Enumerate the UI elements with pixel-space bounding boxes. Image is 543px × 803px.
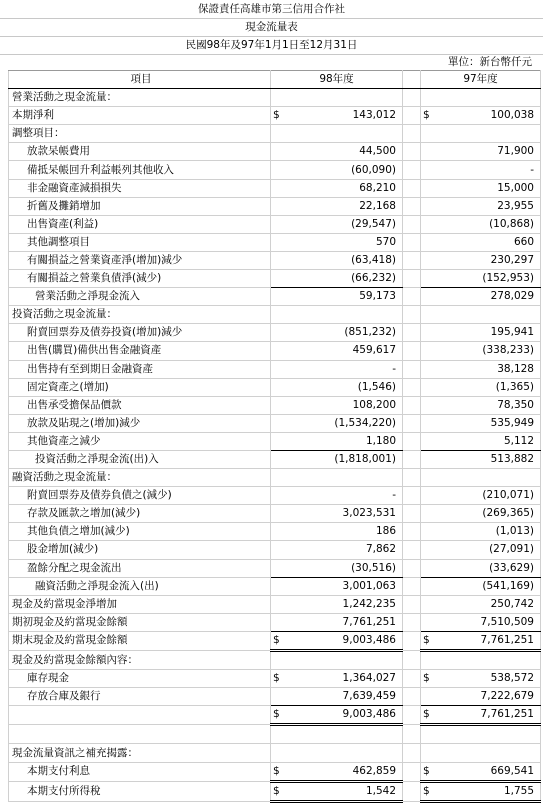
value-98 (287, 744, 403, 762)
row-label: 折舊及攤銷增加 (9, 197, 271, 215)
spacer (403, 215, 421, 233)
table-row (9, 523, 541, 541)
currency-97 (421, 523, 437, 541)
spacer (403, 432, 421, 450)
spacer (403, 595, 421, 613)
table-row (9, 762, 541, 781)
currency-97 (421, 161, 437, 179)
table-row (9, 670, 541, 688)
currency-98 (271, 651, 287, 670)
value-98: 44,500 (287, 143, 403, 161)
currency-97 (421, 651, 437, 670)
spacer (403, 378, 421, 396)
row-label (9, 706, 271, 725)
value-98 (287, 651, 403, 670)
currency-98 (271, 306, 287, 324)
row-label: 出售承受擔保品價款 (9, 396, 271, 414)
row-label: 期初現金及約當現金餘額 (9, 613, 271, 631)
row-label: 出售持有至到期日金融資產 (9, 360, 271, 378)
currency-98 (271, 161, 287, 179)
row-label: 其他調整項目 (9, 233, 271, 251)
table-row (9, 306, 541, 324)
table-row (9, 595, 541, 613)
spacer (403, 505, 421, 523)
value-97: 100,038 (437, 107, 541, 125)
currency-98 (271, 197, 287, 215)
table-row (9, 179, 541, 197)
currency-97 (421, 559, 437, 577)
table-row (9, 781, 541, 801)
currency-98: $ (271, 107, 287, 125)
spacer (403, 360, 421, 378)
spacer (403, 613, 421, 631)
value-98 (287, 725, 403, 744)
column-header-97: 97年度 (421, 71, 541, 89)
value-97: 5,112 (437, 432, 541, 450)
spacer (403, 251, 421, 269)
spacer (403, 143, 421, 161)
value-97: 250,742 (437, 595, 541, 613)
spacer (403, 559, 421, 577)
currency-97: $ (421, 706, 437, 725)
spacer (403, 762, 421, 781)
currency-97 (421, 613, 437, 631)
currency-98 (271, 143, 287, 161)
value-98: 462,859 (287, 762, 403, 781)
table-row (9, 487, 541, 505)
row-label: 現金及約當現金餘額內容： (9, 651, 271, 670)
column-header-98: 98年度 (271, 71, 403, 89)
table-row (9, 125, 541, 143)
table-row (9, 450, 541, 468)
column-header-item: 項目 (9, 71, 271, 89)
spacer (403, 688, 421, 706)
currency-98 (271, 450, 287, 468)
currency-98 (271, 744, 287, 762)
value-97: 660 (437, 233, 541, 251)
value-97: 7,761,251 (437, 706, 541, 725)
currency-98 (271, 342, 287, 360)
value-98: (66,232) (287, 270, 403, 288)
value-98: 3,023,531 (287, 505, 403, 523)
value-98: 7,862 (287, 541, 403, 559)
row-label: 存放合庫及銀行 (9, 688, 271, 706)
spacer (403, 744, 421, 762)
value-98: 1,364,027 (287, 670, 403, 688)
spacer (403, 414, 421, 432)
currency-97: $ (421, 781, 437, 801)
row-label: 有關損益之營業負債淨(減少) (9, 270, 271, 288)
row-label: 存款及匯款之增加(減少) (9, 505, 271, 523)
value-97: (1,365) (437, 378, 541, 396)
table-row (9, 541, 541, 559)
currency-98: $ (271, 631, 287, 650)
currency-98 (271, 688, 287, 706)
table-row (9, 631, 541, 650)
value-97 (437, 469, 541, 487)
spacer (403, 541, 421, 559)
currency-97 (421, 469, 437, 487)
currency-97 (421, 89, 437, 107)
value-97: 71,900 (437, 143, 541, 161)
row-label: 融資活動之淨現金流入(出) (9, 577, 271, 595)
table-row (9, 725, 541, 744)
currency-97: $ (421, 762, 437, 781)
spacer (403, 396, 421, 414)
table-row (9, 288, 541, 306)
value-97: 195,941 (437, 324, 541, 342)
currency-98 (271, 487, 287, 505)
value-97: (541,169) (437, 577, 541, 595)
value-97: 7,222,679 (437, 688, 541, 706)
currency-97: $ (421, 631, 437, 650)
value-98: - (287, 360, 403, 378)
value-98: 1,180 (287, 432, 403, 450)
row-label: 出售資產(利益) (9, 215, 271, 233)
currency-97 (421, 414, 437, 432)
value-97: (152,953) (437, 270, 541, 288)
value-97: 513,882 (437, 450, 541, 468)
table-row (9, 324, 541, 342)
row-label (9, 725, 271, 744)
row-label: 非金融資產減損損失 (9, 179, 271, 197)
cash-flow-table (8, 70, 541, 803)
row-label: 調整項目： (9, 125, 271, 143)
spacer (403, 469, 421, 487)
currency-98 (271, 469, 287, 487)
value-98: 143,012 (287, 107, 403, 125)
currency-97 (421, 378, 437, 396)
value-97: - (437, 161, 541, 179)
currency-97 (421, 505, 437, 523)
currency-97 (421, 233, 437, 251)
value-98 (287, 89, 403, 107)
spacer (403, 197, 421, 215)
value-97 (437, 744, 541, 762)
currency-98 (271, 360, 287, 378)
table-row (9, 744, 541, 762)
row-label: 有關損益之營業資產淨(增加)減少 (9, 251, 271, 269)
value-97: 15,000 (437, 179, 541, 197)
value-97: 7,510,509 (437, 613, 541, 631)
row-label: 附賣回票券及債券負債之(減少) (9, 487, 271, 505)
row-label: 股金增加(減少) (9, 541, 271, 559)
currency-98 (271, 324, 287, 342)
value-97 (437, 651, 541, 670)
row-label: 放款呆帳費用 (9, 143, 271, 161)
currency-98 (271, 270, 287, 288)
spacer (403, 577, 421, 595)
currency-97 (421, 324, 437, 342)
value-98: 9,003,486 (287, 631, 403, 650)
value-98: 108,200 (287, 396, 403, 414)
table-row (9, 378, 541, 396)
value-98 (287, 469, 403, 487)
spacer (403, 306, 421, 324)
value-98: 59,173 (287, 288, 403, 306)
value-97: 7,761,251 (437, 631, 541, 650)
value-97 (437, 125, 541, 143)
currency-97 (421, 744, 437, 762)
statement-period: 民國98年及97年1月1日至12月31日 (0, 36, 543, 55)
currency-97 (421, 197, 437, 215)
value-98: 3,001,063 (287, 577, 403, 595)
table-row (9, 270, 541, 288)
table-row (9, 161, 541, 179)
spacer (403, 523, 421, 541)
spacer (403, 179, 421, 197)
table-row (9, 89, 541, 107)
currency-98 (271, 288, 287, 306)
spacer (403, 781, 421, 801)
value-97: (338,233) (437, 342, 541, 360)
currency-98: $ (271, 670, 287, 688)
statement-title: 現金流量表 (0, 18, 543, 37)
currency-98 (271, 396, 287, 414)
table-row (9, 396, 541, 414)
value-97: (269,365) (437, 505, 541, 523)
currency-98: $ (271, 781, 287, 801)
row-label: 其他負債之增加(減少) (9, 523, 271, 541)
currency-98 (271, 725, 287, 744)
currency-97: $ (421, 107, 437, 125)
value-97: (210,071) (437, 487, 541, 505)
spacer (403, 670, 421, 688)
currency-98 (271, 577, 287, 595)
row-label: 融資活動之現金流量： (9, 469, 271, 487)
value-98: 68,210 (287, 179, 403, 197)
table-row (9, 414, 541, 432)
currency-97 (421, 143, 437, 161)
row-label: 投資活動之現金流量： (9, 306, 271, 324)
value-97: 23,955 (437, 197, 541, 215)
value-98: (851,232) (287, 324, 403, 342)
currency-98 (271, 125, 287, 143)
spacer (403, 233, 421, 251)
spacer (403, 450, 421, 468)
spacer (403, 125, 421, 143)
table-row (9, 469, 541, 487)
spacer (403, 725, 421, 744)
table-row (9, 251, 541, 269)
table-row (9, 706, 541, 725)
table-row (9, 360, 541, 378)
value-97: (27,091) (437, 541, 541, 559)
value-98: (29,547) (287, 215, 403, 233)
row-label: 本期支付利息 (9, 762, 271, 781)
table-row (9, 559, 541, 577)
value-98 (287, 125, 403, 143)
spacer (403, 270, 421, 288)
row-label: 盈餘分配之現金流出 (9, 559, 271, 577)
currency-98 (271, 613, 287, 631)
row-label: 現金及約當現金淨增加 (9, 595, 271, 613)
row-label: 期末現金及約當現金餘額 (9, 631, 271, 650)
currency-98 (271, 541, 287, 559)
spacer (403, 651, 421, 670)
currency-97 (421, 396, 437, 414)
currency-98 (271, 414, 287, 432)
spacer (403, 161, 421, 179)
value-98: (1,818,001) (287, 450, 403, 468)
value-98: 7,639,459 (287, 688, 403, 706)
value-98: 22,168 (287, 197, 403, 215)
spacer (403, 631, 421, 650)
currency-97 (421, 342, 437, 360)
spacer (403, 89, 421, 107)
table-row (9, 613, 541, 631)
value-97: 1,755 (437, 781, 541, 801)
value-98: - (287, 487, 403, 505)
value-98 (287, 306, 403, 324)
currency-97 (421, 688, 437, 706)
value-98: 459,617 (287, 342, 403, 360)
table-row (9, 197, 541, 215)
currency-98 (271, 251, 287, 269)
table-row (9, 432, 541, 450)
row-label: 現金流量資訊之補充揭露： (9, 744, 271, 762)
row-label: 附賣回票券及債券投資(增加)減少 (9, 324, 271, 342)
value-98: 186 (287, 523, 403, 541)
value-97: (10,868) (437, 215, 541, 233)
currency-97 (421, 450, 437, 468)
currency-97 (421, 595, 437, 613)
company-name: 保證責任高雄市第三信用合作社 (0, 0, 543, 19)
table-row (9, 651, 541, 670)
currency-97 (421, 577, 437, 595)
currency-97 (421, 270, 437, 288)
value-98: 1,242,235 (287, 595, 403, 613)
table-row (9, 143, 541, 161)
value-98: (30,516) (287, 559, 403, 577)
value-98: (1,546) (287, 378, 403, 396)
currency-97 (421, 251, 437, 269)
value-97: 669,541 (437, 762, 541, 781)
row-label: 固定資產之(增加) (9, 378, 271, 396)
value-98: (60,090) (287, 161, 403, 179)
value-97 (437, 306, 541, 324)
row-label: 備抵呆帳回升利益帳列其他收入 (9, 161, 271, 179)
currency-unit: 單位：新台幣仟元 (448, 56, 532, 68)
row-label: 投資活動之淨現金流(出)入 (9, 450, 271, 468)
currency-98 (271, 89, 287, 107)
row-label: 本期淨利 (9, 107, 271, 125)
table-row (9, 505, 541, 523)
row-label: 庫存現金 (9, 670, 271, 688)
value-97: (33,629) (437, 559, 541, 577)
currency-97 (421, 125, 437, 143)
row-label: 營業活動之淨現金流入 (9, 288, 271, 306)
spacer (403, 487, 421, 505)
currency-98 (271, 233, 287, 251)
currency-98 (271, 378, 287, 396)
value-97: 230,297 (437, 251, 541, 269)
value-98: 570 (287, 233, 403, 251)
currency-97 (421, 360, 437, 378)
value-98: (63,418) (287, 251, 403, 269)
table-row (9, 107, 541, 125)
table-row (9, 577, 541, 595)
currency-97 (421, 306, 437, 324)
row-label: 出售(購買)備供出售金融資產 (9, 342, 271, 360)
value-98: 9,003,486 (287, 706, 403, 725)
table-row (9, 215, 541, 233)
value-97 (437, 725, 541, 744)
spacer (403, 324, 421, 342)
value-97: 38,128 (437, 360, 541, 378)
currency-97 (421, 487, 437, 505)
currency-98: $ (271, 762, 287, 781)
value-97: 78,350 (437, 396, 541, 414)
currency-98: $ (271, 706, 287, 725)
value-97 (437, 89, 541, 107)
spacer (403, 706, 421, 725)
currency-97 (421, 725, 437, 744)
spacer (403, 288, 421, 306)
currency-97 (421, 288, 437, 306)
value-97: (1,013) (437, 523, 541, 541)
spacer (403, 107, 421, 125)
currency-98 (271, 523, 287, 541)
row-label: 放款及貼現之(增加)減少 (9, 414, 271, 432)
currency-97 (421, 432, 437, 450)
table-row (9, 233, 541, 251)
row-label: 本期支付所得稅 (9, 781, 271, 801)
spacer (403, 342, 421, 360)
currency-98 (271, 505, 287, 523)
currency-98 (271, 215, 287, 233)
table-row (9, 342, 541, 360)
value-97: 535,949 (437, 414, 541, 432)
value-98: 7,761,251 (287, 613, 403, 631)
currency-97 (421, 179, 437, 197)
currency-98 (271, 559, 287, 577)
table-row (9, 688, 541, 706)
row-label: 其他資產之減少 (9, 432, 271, 450)
currency-98 (271, 432, 287, 450)
currency-98 (271, 179, 287, 197)
currency-97 (421, 215, 437, 233)
row-label: 營業活動之現金流量： (9, 89, 271, 107)
column-header-row (9, 71, 541, 89)
value-97: 538,572 (437, 670, 541, 688)
currency-97 (421, 541, 437, 559)
value-97: 278,029 (437, 288, 541, 306)
currency-97: $ (421, 670, 437, 688)
value-98: (1,534,220) (287, 414, 403, 432)
value-98: 1,542 (287, 781, 403, 801)
currency-98 (271, 595, 287, 613)
